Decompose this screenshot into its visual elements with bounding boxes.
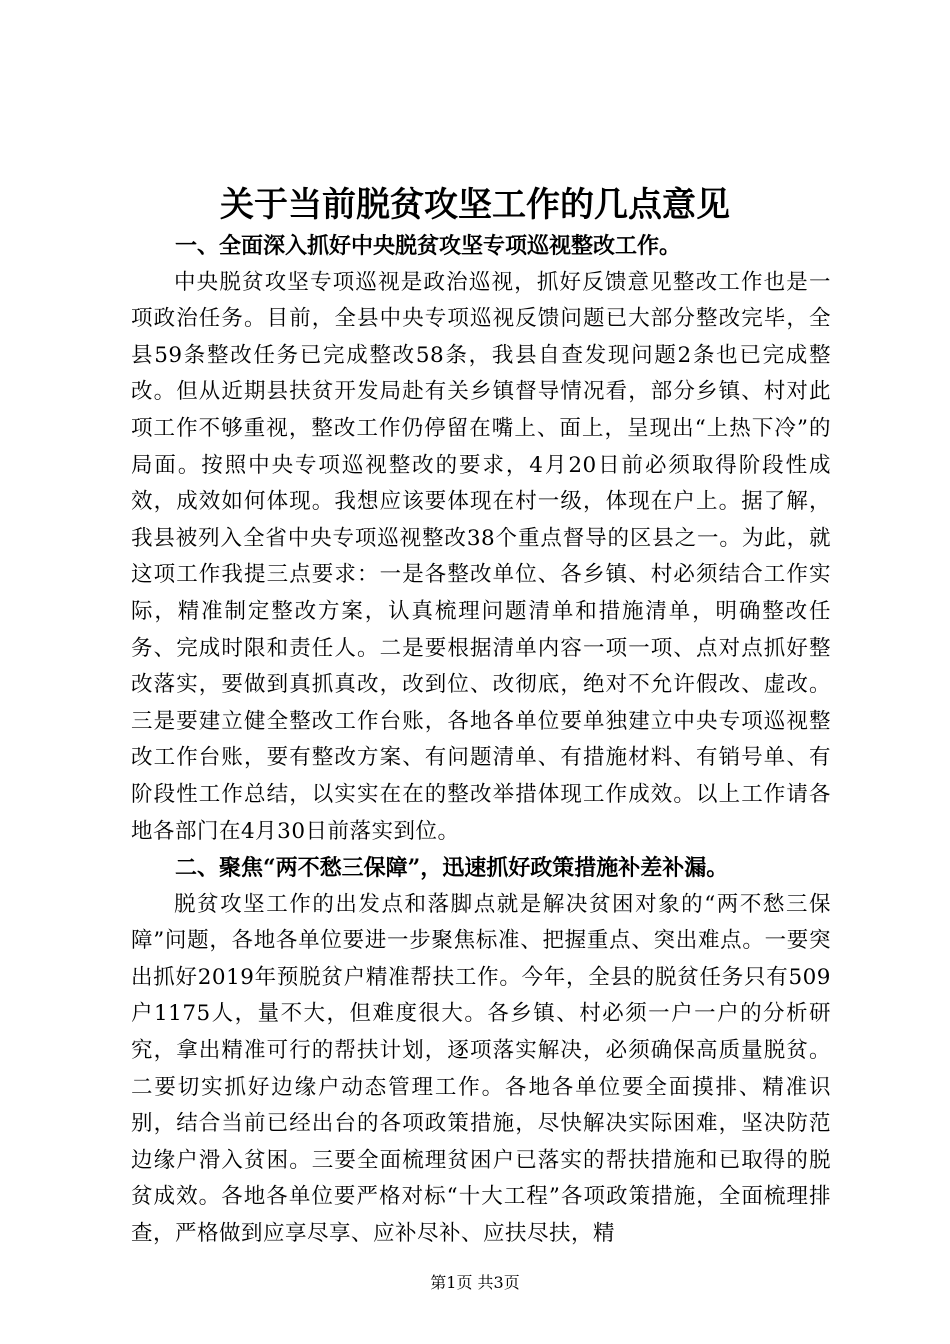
document-body	[131, 228, 831, 1253]
section-heading-2: 二、聚焦“两不愁三保障”，迅速抓好政策措施补差补漏。	[175, 855, 729, 882]
page-footer	[0, 1272, 950, 1294]
page-indicator: 第1页 共3页	[430, 1273, 520, 1292]
section-paragraph-1: 中央脱贫攻坚专项巡视是政治巡视，抓好反馈意见整改工作也是一项政治任务。目前，全县中央专项巡视反馈问题已大部分整改完毕，全县59条整改任务已完成整改58条，我县自查发现问题2条也已完成整改。但从近期县扶贫开发局赴有关乡镇督导情况看，部分乡镇、村对此项工作不够重视，整改工作仍停留在嘴上、面上，呈现出“上热下冷”的局面。按照中央专项巡视整改的要求，4月20日前必须取得阶段性成效，成效如何体现。我想应该要体现在村一级，体现在户上。据了解，我县被列入全省中央专项巡视整改38个重点督导的区县之一。为此，就这项工作我提三点要求：一是各整改单位、各乡镇、村必须结合工作实际，精准制定整改方案，认真梳理问题清单和措施清单，明确整改任务、完成时限和责任人。二是要根据清单内容一项一项、点对点抓好整改落实，要做到真抓真改，改到位、改彻底，绝对不允许假改、虚改。三是要建立健全整改工作台账，各地各单位要单独建立中央专项巡视整改工作台账，要有整改方案、有问题清单、有措施材料、有销号单、有阶段性工作总结，以实实在在的整改举措体现工作成效。以上工作请各地各部门在4月30日前落实到位。	[131, 269, 831, 844]
section-heading-1: 一、全面深入抓好中央脱贫攻坚专项巡视整改工作。	[175, 233, 682, 259]
section-paragraph-2: 脱贫攻坚工作的出发点和落脚点就是解决贫困对象的“两不愁三保障”问题，各地各单位要进一步聚焦标准、把握重点、突出难点。一要突出抓好2019年预脱贫户精准帮扶工作。今年，全县的脱贫任务只有509户1175人，量不大，但难度很大。各乡镇、村必须一户一户的分析研究，拿出精准可行的帮扶计划，逐项落实解决，必须确保高质量脱贫。二要切实抓好边缘户动态管理工作。各地各单位要全面摸排、精准识别，结合当前已经出台的各项政策措施，尽快解决实际困难，坚决防范边缘户滑入贫困。三要全面梳理贫困户已落实的帮扶措施和已取得的脱贫成效。各地各单位要严格对标“十大工程”各项政策措施，全面梳理排查，严格做到应享尽享、应补尽补、应扶尽扶，精	[131, 891, 831, 1247]
page-title: 关于当前脱贫攻坚工作的几点意见	[220, 185, 730, 225]
